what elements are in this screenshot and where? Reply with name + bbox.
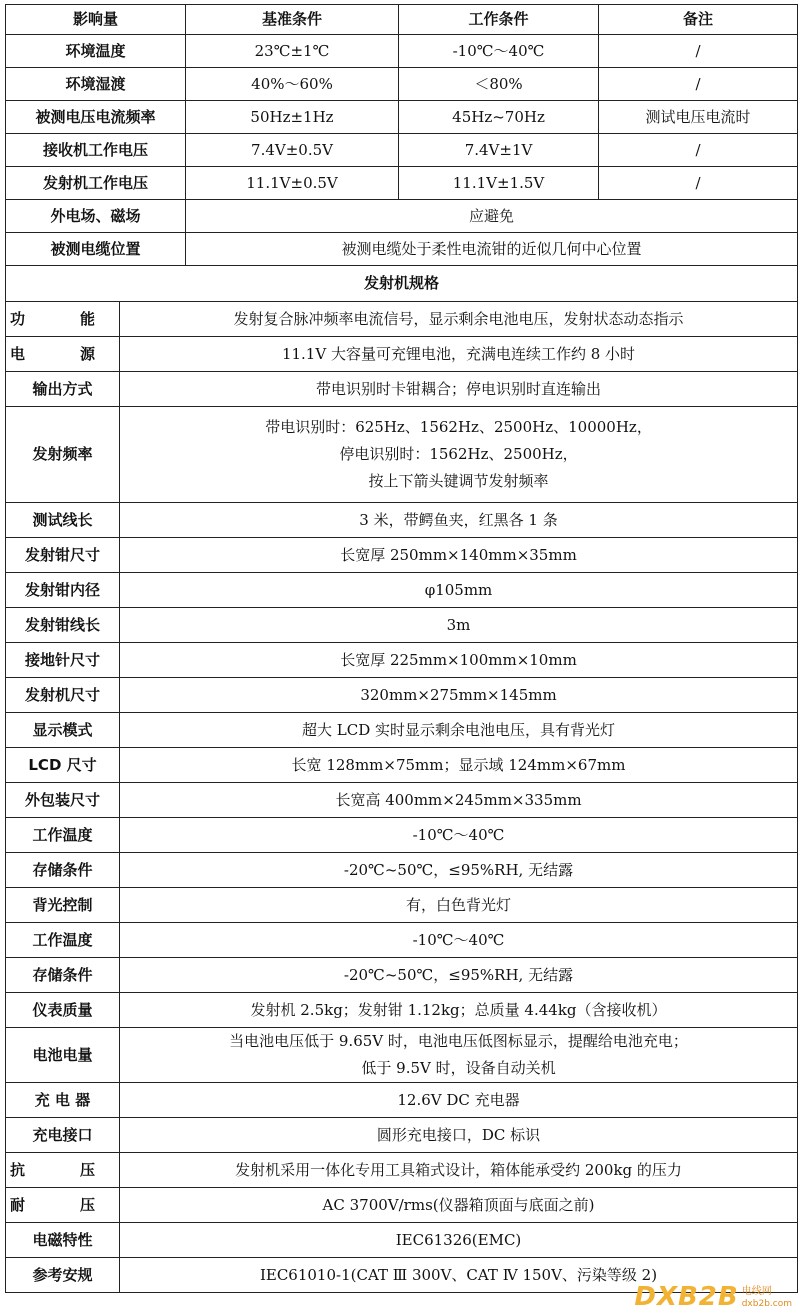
spec-table (5, 4, 798, 1293)
spec-row (6, 608, 798, 643)
spec-label: 发射频率 (6, 407, 120, 503)
spec-label: 充 电 器 (6, 1083, 120, 1118)
spec-row (6, 818, 798, 853)
condition-row (6, 35, 798, 68)
spec-row (6, 538, 798, 573)
spec-value-line: φ105mm (424, 580, 493, 599)
spec-value-line: 当电池电压低于 9.65V 时，电池电压低图标显示，提醒给电池充电； (229, 1032, 688, 1050)
spec-row (6, 337, 798, 372)
spec-value-line: 有，白色背光灯 (406, 895, 512, 914)
spec-value-line: 12.6V DC 充电器 (397, 1090, 520, 1109)
spec-row (6, 1083, 798, 1118)
condition-row (6, 167, 798, 200)
spec-value (120, 573, 798, 608)
condition-label: 被测电压电流频率 (6, 101, 186, 134)
spec-label: 发射钳尺寸 (6, 538, 120, 573)
condition-label: 环境温度 (6, 35, 186, 68)
spec-label: 输出方式 (6, 372, 120, 407)
spec-value (120, 337, 798, 372)
header-notes: 备注 (599, 5, 798, 35)
spec-label: 耐 压 (6, 1188, 120, 1223)
spec-label: 发射机尺寸 (6, 678, 120, 713)
spec-label: LCD 尺寸 (6, 748, 120, 783)
spec-value (120, 608, 798, 643)
spec-value (120, 853, 798, 888)
spec-value (120, 713, 798, 748)
condition-work: 7.4V±1V (399, 134, 599, 167)
field-row (6, 200, 798, 233)
spec-value-line: 长宽 128mm×75mm；显示域 124mm×67mm (291, 755, 626, 774)
spec-value (120, 923, 798, 958)
condition-work: 11.1V±1.5V (399, 167, 599, 200)
spec-value (120, 678, 798, 713)
watermark-url: dxb2b.com (741, 1299, 792, 1309)
cable-row (6, 233, 798, 266)
spec-value-line: 发射机 2.5kg；发射钳 1.12kg；总质量 4.44kg（含接收机） (250, 1000, 667, 1019)
spec-value-line: 带电识别时：625Hz、1562Hz、2500Hz、10000Hz， (265, 418, 652, 436)
condition-ref: 7.4V±0.5V (186, 134, 399, 167)
spec-row (6, 678, 798, 713)
spec-value-line: 带电识别时卡钳耦合；停电识别时直连输出 (316, 379, 602, 398)
spec-label: 显示模式 (6, 713, 120, 748)
spec-label: 存储条件 (6, 958, 120, 993)
spec-value-line: IEC61010-1(CAT Ⅲ 300V、CAT Ⅳ 150V、污染等级 2) (259, 1265, 658, 1284)
spec-row (6, 1118, 798, 1153)
spec-value (120, 1188, 798, 1223)
spec-row (6, 503, 798, 538)
condition-work: ＜80% (399, 68, 599, 101)
spec-row (6, 407, 798, 503)
section-row (6, 266, 798, 302)
spec-label: 工作温度 (6, 923, 120, 958)
spec-value-line: 3 米，带鳄鱼夹，红黑各 1 条 (359, 510, 558, 529)
spec-row (6, 783, 798, 818)
spec-value-line: 长宽厚 250mm×140mm×35mm (340, 545, 577, 564)
spec-label: 存储条件 (6, 853, 120, 888)
condition-work: 45Hz~70Hz (399, 101, 599, 134)
header-working: 工作条件 (399, 5, 599, 35)
spec-label: 接地针尺寸 (6, 643, 120, 678)
spec-value-line: -10℃～40℃ (412, 825, 505, 844)
spec-value (120, 783, 798, 818)
condition-note: / (599, 134, 798, 167)
condition-ref: 23℃±1℃ (186, 35, 399, 68)
spec-row (6, 748, 798, 783)
spec-row (6, 853, 798, 888)
spec-value-line: -20℃~50℃，≤95%RH, 无结露 (343, 965, 574, 984)
spec-value-line: 圆形充电接口，DC 标识 (376, 1125, 541, 1144)
spec-row (6, 993, 798, 1028)
condition-row (6, 101, 798, 134)
spec-value (120, 748, 798, 783)
spec-label: 外包装尺寸 (6, 783, 120, 818)
spec-value (120, 1028, 798, 1083)
spec-value (120, 1153, 798, 1188)
spec-value-line: AC 3700V/rms(仪器箱顶面与底面之前) (322, 1195, 595, 1214)
spec-row (6, 713, 798, 748)
spec-label: 发射钳内径 (6, 573, 120, 608)
spec-value (120, 888, 798, 923)
spec-value-line: IEC61326(EMC) (395, 1230, 522, 1249)
watermark-logo: DXB2B (634, 1282, 739, 1312)
spec-row (6, 1028, 798, 1083)
spec-value-line: 320mm×275mm×145mm (360, 685, 557, 704)
spec-label: 电 源 (6, 337, 120, 372)
spec-label: 抗 压 (6, 1153, 120, 1188)
field-value: 应避免 (186, 200, 798, 233)
spec-value-line: 低于 9.5V 时，设备自动关机 (361, 1059, 556, 1077)
condition-note: / (599, 68, 798, 101)
condition-ref: 11.1V±0.5V (186, 167, 399, 200)
spec-value (120, 643, 798, 678)
spec-value (120, 993, 798, 1028)
spec-label: 参考安规 (6, 1258, 120, 1293)
spec-row (6, 302, 798, 337)
spec-row (6, 372, 798, 407)
spec-label: 电池电量 (6, 1028, 120, 1083)
spec-label: 测试线长 (6, 503, 120, 538)
condition-note: 测试电压电流时 (599, 101, 798, 134)
spec-value-line: -10℃～40℃ (412, 930, 505, 949)
section-title: 发射机规格 (6, 266, 798, 302)
header-row (6, 5, 798, 35)
header-reference: 基准条件 (186, 5, 399, 35)
condition-note: / (599, 35, 798, 68)
spec-value-line: 停电识别时：1562Hz、2500Hz， (339, 445, 578, 463)
spec-label: 工作温度 (6, 818, 120, 853)
spec-value (120, 958, 798, 993)
watermark-side (742, 1286, 792, 1310)
condition-label: 发射机工作电压 (6, 167, 186, 200)
cable-value: 被测电缆处于柔性电流钳的近似几何中心位置 (186, 233, 798, 266)
spec-label: 电磁特性 (6, 1223, 120, 1258)
spec-label: 背光控制 (6, 888, 120, 923)
spec-value (120, 1223, 798, 1258)
spec-row (6, 643, 798, 678)
spec-value-line: 发射机采用一体化专用工具箱式设计，箱体能承受约 200kg 的压力 (235, 1160, 682, 1179)
condition-row (6, 68, 798, 101)
spec-value (120, 407, 798, 503)
spec-value (120, 1118, 798, 1153)
condition-ref: 50Hz±1Hz (186, 101, 399, 134)
watermark (634, 1284, 792, 1310)
spec-value-line: 长宽厚 225mm×100mm×10mm (340, 650, 577, 669)
spec-label: 充电接口 (6, 1118, 120, 1153)
spec-row (6, 1153, 798, 1188)
condition-row (6, 134, 798, 167)
spec-value-line: 3m (446, 615, 471, 634)
spec-value-line: 11.1V 大容量可充锂电池，充满电连续工作约 8 小时 (281, 344, 636, 363)
spec-value-line: 按上下箭头键调节发射频率 (368, 472, 549, 490)
spec-value (120, 372, 798, 407)
spec-value-line: -20℃~50℃，≤95%RH, 无结露 (343, 860, 574, 879)
spec-row (6, 888, 798, 923)
spec-value (120, 1083, 798, 1118)
spec-row (6, 1188, 798, 1223)
condition-label: 环境湿渡 (6, 68, 186, 101)
condition-work: -10℃～40℃ (399, 35, 599, 68)
header-influence: 影响量 (6, 5, 186, 35)
spec-value-line: 发射复合脉冲频率电流信号，显示剩余电池电压，发射状态动态指示 (233, 309, 684, 328)
spec-value (120, 302, 798, 337)
spec-value (120, 818, 798, 853)
field-label: 外电场、磁场 (6, 200, 186, 233)
cable-label: 被测电缆位置 (6, 233, 186, 266)
spec-value (120, 538, 798, 573)
spec-value-line: 长宽高 400mm×245mm×335mm (335, 790, 582, 809)
spec-row (6, 923, 798, 958)
spec-label: 仪表质量 (6, 993, 120, 1028)
condition-note: / (599, 167, 798, 200)
spec-row (6, 1223, 798, 1258)
spec-label: 功 能 (6, 302, 120, 337)
watermark-cn: 电线网 (741, 1286, 772, 1297)
spec-row (6, 958, 798, 993)
condition-label: 接收机工作电压 (6, 134, 186, 167)
spec-value (120, 503, 798, 538)
spec-value-line: 超大 LCD 实时显示剩余电池电压，具有背光灯 (302, 720, 616, 739)
spec-label: 发射钳线长 (6, 608, 120, 643)
spec-row (6, 573, 798, 608)
condition-ref: 40%～60% (186, 68, 399, 101)
